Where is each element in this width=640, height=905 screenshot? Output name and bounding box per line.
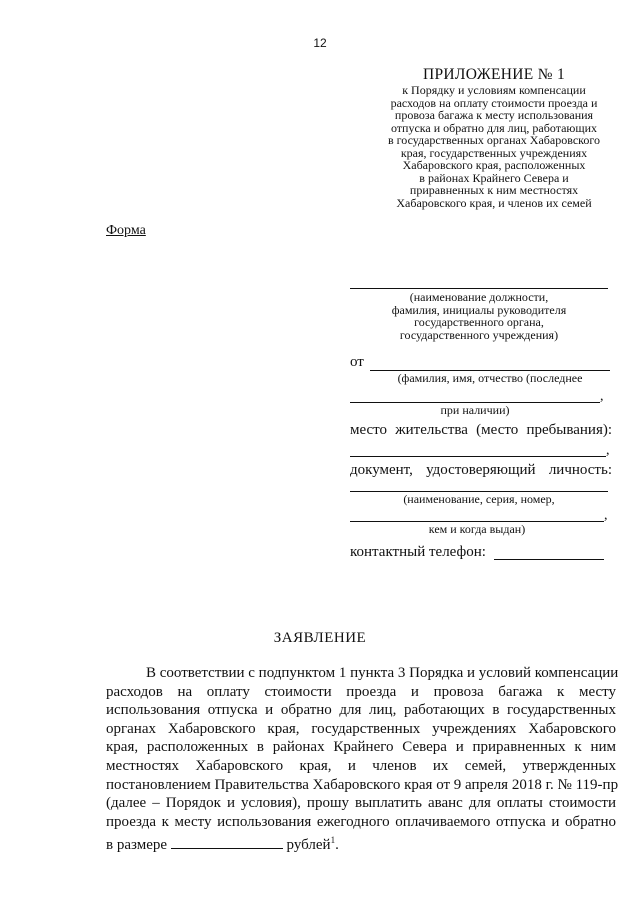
- amount-blank[interactable]: [171, 835, 283, 849]
- appendix-line: отпуска и обратно для лиц, работающих: [390, 120, 598, 135]
- identity-comma: ,: [604, 508, 608, 523]
- phone-line[interactable]: [494, 559, 604, 560]
- appendix-line: в государственных органах Хабаровского: [387, 133, 600, 147]
- phone-label: контактный телефон:: [350, 544, 486, 560]
- appendix-line: провоза багажа к месту использования: [394, 108, 594, 122]
- from-caption: (фамилия, имя, отчество (последнее: [397, 371, 583, 385]
- identity-label: документ, удостоверяющий личность:: [350, 462, 612, 478]
- from-label: от: [350, 354, 364, 370]
- appendix-title: ПРИЛОЖЕНИЕ № 1: [422, 66, 566, 83]
- body-line: В соответствии с подпунктом 1 пункта 3 Порядка и условий компенсации: [146, 665, 619, 681]
- addressee-caption: [350, 291, 608, 341]
- appendix-line: расходов на оплату стоимости проезда и: [390, 95, 598, 110]
- residence-line[interactable]: [350, 456, 606, 457]
- residence-label: место жительства (место пребывания):: [350, 422, 612, 438]
- addressee-line[interactable]: [350, 288, 608, 289]
- body-line: расходов на оплату стоимости проезда и провоза багажа к месту: [106, 683, 616, 700]
- amount-suffix: рублей: [286, 837, 331, 854]
- sentence-end: .: [335, 837, 339, 854]
- caption-line: фамилия, инициалы руководителя: [391, 302, 567, 317]
- statement-body: [106, 664, 619, 855]
- appendix-block: [372, 66, 616, 209]
- body-line: проезда к месту использования ежегодного оплачиваемого отпуска и обратно: [106, 813, 616, 830]
- body-line: местностях Хабаровского края, и членов их семей, утвержденных: [106, 757, 616, 774]
- page-number: 12: [313, 36, 327, 50]
- footnote-mark: 1: [330, 835, 336, 846]
- statement-heading: ЗАЯВЛЕНИЕ: [273, 630, 367, 646]
- identity-caption: (наименование, серия, номер,: [403, 492, 555, 506]
- appendix-line: края, государственных учреждениях: [400, 145, 588, 160]
- form-label: Форма: [106, 223, 146, 238]
- amount-prefix: в размере: [106, 837, 168, 854]
- caption-line: (наименование должности,: [409, 290, 549, 304]
- appendix-line: Хабаровского края, и членов их семей: [396, 195, 592, 210]
- body-line: края, расположенных в районах Крайнего Севера и приравненных к ним: [106, 739, 616, 756]
- body-line: использования отпуска и обратно для лиц, работающих в государственных: [106, 702, 616, 719]
- from-caption-2: при наличии): [440, 403, 510, 417]
- appendix-line: Хабаровского края, расположенных: [402, 158, 586, 172]
- identity-caption-2: кем и когда выдан): [428, 522, 526, 536]
- appendix-line: в районах Крайнего Севера и: [419, 170, 569, 185]
- body-line: (далее – Порядок и условия), прошу выплатить аванс для оплаты стоимости: [106, 795, 616, 812]
- caption-line: государственного органа,: [414, 315, 544, 329]
- appendix-line: к Порядку и условиям компенсации: [402, 83, 586, 97]
- body-line: постановлением Правительства Хабаровского края от 9 апреля 2018 г. № 119-пр: [106, 776, 619, 793]
- caption-line: государственного учреждения): [399, 327, 559, 342]
- appendix-line: приравненных к ним местностях: [409, 183, 579, 197]
- from-comma: ,: [600, 389, 604, 404]
- residence-comma: ,: [606, 443, 610, 458]
- body-line: органах Хабаровского края, государственных учреждениях Хабаровского: [106, 720, 616, 737]
- body-line-last: [106, 831, 616, 855]
